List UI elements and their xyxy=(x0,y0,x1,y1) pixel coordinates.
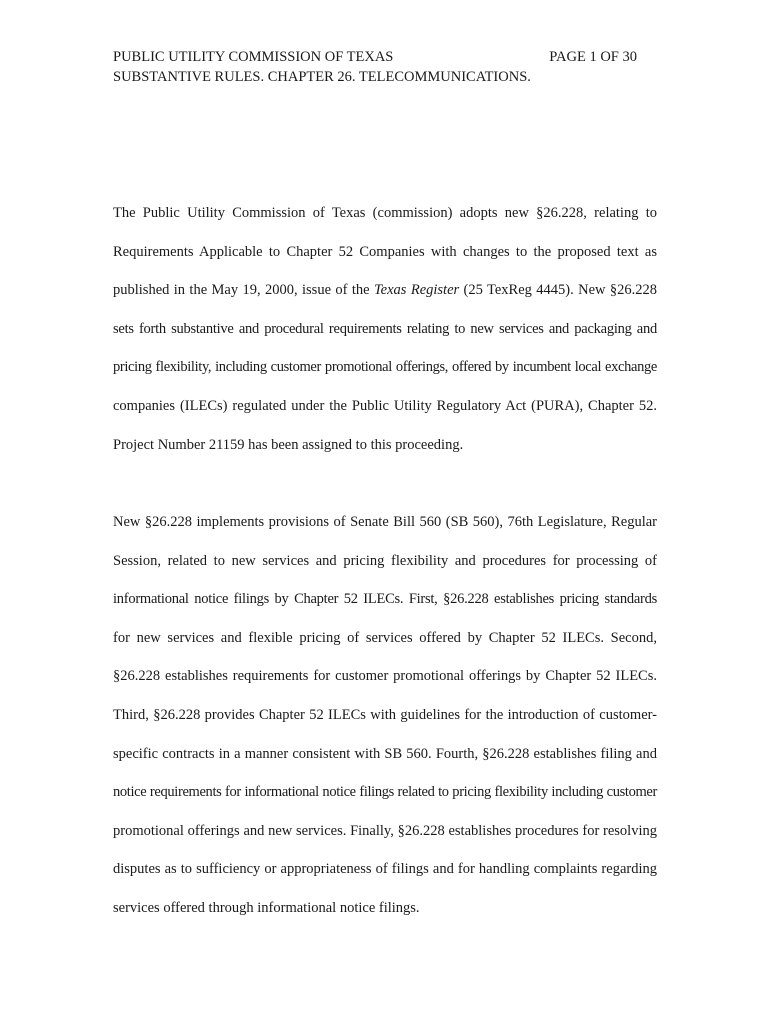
paragraph-line: §26.228 establishes requirements for customer promotional offerings by Chapter 52 ILECs. xyxy=(113,668,657,685)
paragraph-line: specific contracts in a manner consistent with SB 560. Fourth, §26.228 establishes filing and xyxy=(113,745,657,762)
header-top-row xyxy=(113,47,637,67)
paragraph-line: New §26.228 implements provisions of Senate Bill 560 (SB 560), 76th Legislature, Regular xyxy=(113,514,657,530)
agency-name: PUBLIC UTILITY COMMISSION OF TEXAS xyxy=(113,49,394,65)
paragraph-line: promotional offerings and new services. Finally, §26.228 establishes procedures for resolving xyxy=(113,822,657,839)
publication-title: Texas Register xyxy=(373,282,460,299)
paragraph-line: Session, related to new services and pricing flexibility and procedures for processing of xyxy=(113,552,657,569)
line-text: published in the May 19, 2000, issue of the xyxy=(113,282,374,299)
paragraph-line: for new services and flexible pricing of services offered by Chapter 52 ILECs. Second, xyxy=(113,629,657,646)
paragraph-line: Project Number 21159 has been assigned to this proceeding. xyxy=(113,436,464,453)
paragraph-line xyxy=(113,271,657,310)
line-text: (25 TexReg 4445). New §26.228 xyxy=(459,282,657,299)
paragraph-line: informational notice filings by Chapter 52 ILECs. First, §26.228 establishes pricing standards xyxy=(113,591,657,608)
paragraph-line: services offered through informational notice filings. xyxy=(113,899,420,916)
paragraph-line: sets forth substantive and procedural requirements relating to new services and packaging and xyxy=(113,320,657,337)
paragraph-line: pricing flexibility, including customer promotional offerings, offered by incumbent local exchange xyxy=(113,359,657,376)
page-number: PAGE 1 OF 30 xyxy=(549,49,637,65)
paragraph-line: disputes as to sufficiency or appropriateness of filings and for handling complaints regarding xyxy=(113,861,657,878)
paragraph-line: Third, §26.228 provides Chapter 52 ILECs with guidelines for the introduction of customer- xyxy=(113,706,657,723)
paragraph-line: notice requirements for informational notice filings related to pricing flexibility including customer xyxy=(113,784,657,801)
page-header xyxy=(113,47,637,87)
paragraph-line: Requirements Applicable to Chapter 52 Companies with changes to the proposed text as xyxy=(113,243,657,260)
chapter-subtitle: SUBSTANTIVE RULES. CHAPTER 26. TELECOMMUNICATIONS. xyxy=(113,69,531,85)
paragraph-line: companies (ILECs) regulated under the Public Utility Regulatory Act (PURA), Chapter 52. xyxy=(113,397,657,414)
paragraph-1 xyxy=(113,194,657,464)
paragraph-2 xyxy=(113,503,657,928)
paragraph-line: The Public Utility Commission of Texas (commission) adopts new §26.228, relating to xyxy=(113,205,657,221)
